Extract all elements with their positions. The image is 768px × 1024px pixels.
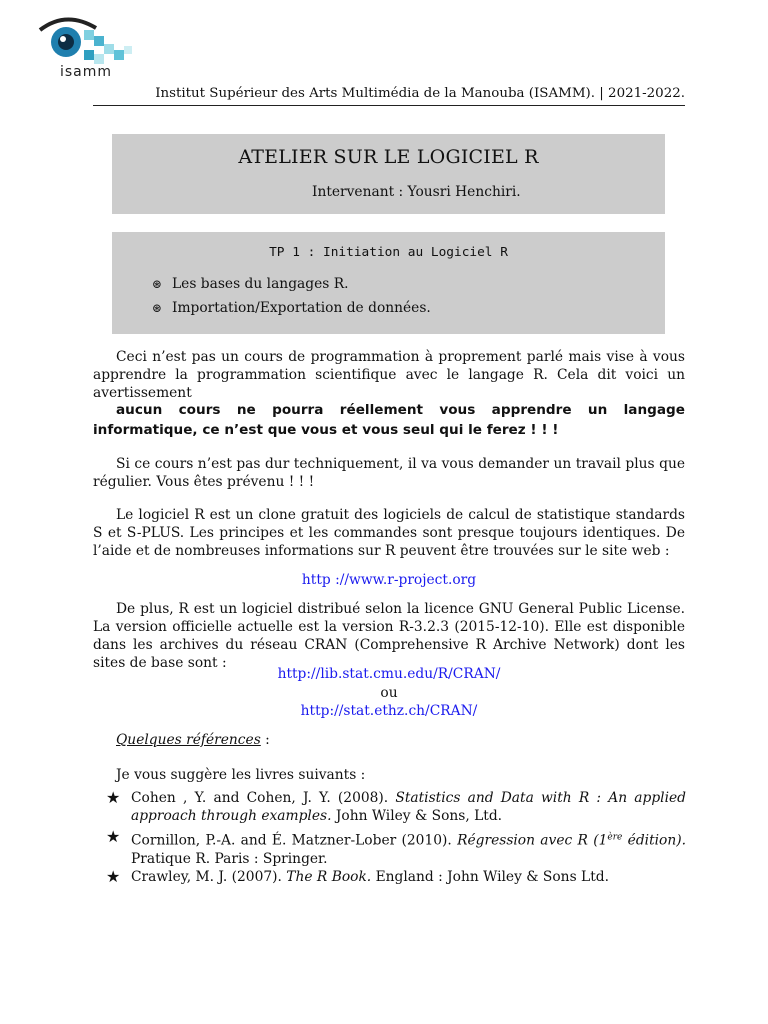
asterisk-bullet-icon: ⊛ (152, 277, 163, 291)
cran-ethz-link[interactable]: http://stat.ethz.ch/CRAN/ (300, 703, 478, 719)
tp-box (112, 232, 665, 334)
reference-item (106, 868, 686, 886)
reference-item (106, 789, 686, 825)
speaker-line: Intervenant : Yousri Henchiri. (312, 184, 521, 200)
ref-authors: Cohen , Y. and Cohen, J. Y. (2008). (131, 790, 396, 806)
or-text: ou (380, 685, 398, 701)
star-bullet-icon: ★ (106, 827, 121, 846)
r-description-paragraph: Le logiciel R est un clone gratuit des logiciels de calcul de statistique standards S et S-PLUS. Les principes et les commandes sont presque toujours identiques. De l’aide et de nombreuses informations sur R peuvent être trouvées sur le site web : (93, 507, 685, 559)
ref-publisher: John Wiley & Sons, Ltd. (331, 808, 503, 824)
star-bullet-icon: ★ (106, 788, 121, 807)
document-title: ATELIER SUR LE LOGICIEL R (238, 146, 539, 168)
tp-item (152, 300, 431, 316)
references-heading-colon: : (260, 732, 270, 748)
r-project-link[interactable]: http ://www.r-project.org (301, 572, 477, 588)
reference-item (106, 828, 686, 868)
asterisk-bullet-icon: ⊛ (152, 301, 163, 315)
tp-item-label: Importation/Exportation de données. (172, 300, 431, 316)
suggestion-line: Je vous suggère les livres suivants : (116, 767, 366, 783)
references-heading (116, 731, 416, 749)
ref-publisher: England : John Wiley & Sons Ltd. (371, 869, 609, 885)
institution-header: Institut Supérieur des Arts Multimédia de la Manouba (ISAMM). | 2021-2022. (155, 86, 685, 101)
ref-authors: Crawley, M. J. (2007). (131, 869, 287, 885)
cran-cmu-link[interactable]: http://lib.stat.cmu.edu/R/CRAN/ (277, 666, 501, 682)
ref-title: The R Book. (286, 869, 372, 885)
eye-logo-icon (36, 10, 136, 80)
star-bullet-icon: ★ (106, 867, 121, 886)
license-paragraph: De plus, R est un logiciel distribué selon la licence GNU General Public License. La version officielle actuelle est la version R-3.2.3 (2015-12-10). Elle est disponible dans les archives du réseau CRAN (Comprehensive R Archive Network) dont les sites de base sont : (93, 601, 685, 671)
intro-paragraph: Ceci n’est pas un cours de programmation à proprement parlé mais vise à vous apprendre la programmation scientifique avec le langage R. Cela dit voici un avertissement (93, 349, 685, 401)
ref-title: Statistics and Data with R : An applied approach through examples. (131, 790, 686, 824)
warning-paragraph: aucun cours ne pourra réellement vous apprendre un langage informatique, ce n’est que vous et vous seul qui le ferez ! ! ! (93, 402, 685, 438)
ref-authors: Cornillon, P.-A. and É. Matzner-Lober (2010). (131, 832, 458, 849)
ref-title: Régression avec R (1 (457, 832, 608, 849)
ref-publisher: Pratique R. Paris : Springer. (131, 850, 328, 867)
header-rule (93, 105, 685, 106)
tp-item-label: Les bases du langages R. (172, 276, 349, 292)
tp-item (152, 276, 348, 292)
effort-paragraph: Si ce cours n’est pas dur techniquement, il va vous demander un travail plus que régulier. Vous êtes prévenu ! ! ! (93, 456, 685, 490)
tp-title: TP 1 : Initiation au Logiciel R (269, 245, 508, 260)
ref-edition-sup: ère (607, 832, 623, 842)
ref-title-cont: édition). (622, 832, 686, 849)
isamm-logo (36, 10, 136, 80)
references-heading-text: Quelques références (116, 732, 261, 748)
title-box (112, 134, 665, 214)
svg-text:isamm: isamm (59, 64, 113, 80)
